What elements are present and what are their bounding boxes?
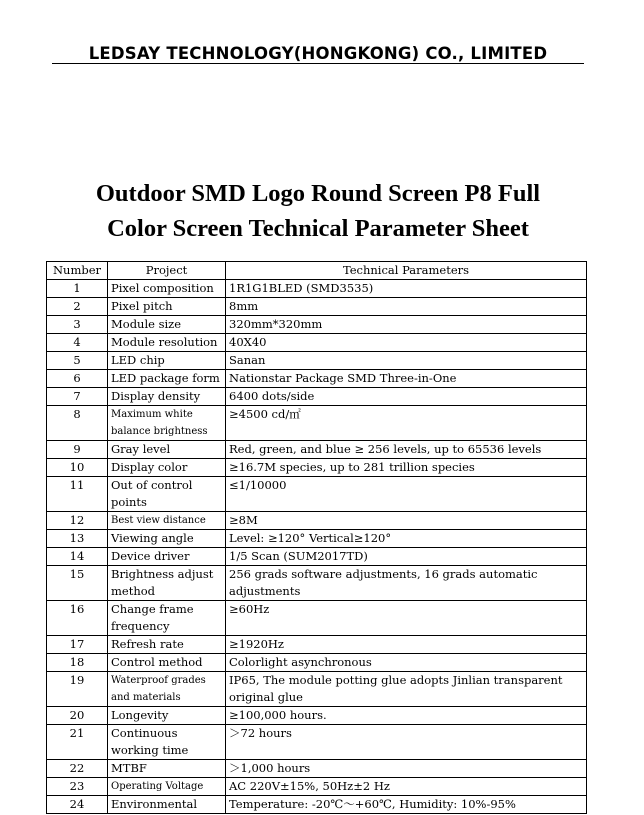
row-number: 24 — [47, 796, 108, 814]
row-number: 9 — [47, 441, 108, 459]
table-row — [47, 298, 587, 316]
row-parameter: ≥16.7M species, up to 281 trillion species — [226, 459, 587, 477]
table-row — [47, 725, 587, 760]
table-row — [47, 601, 587, 636]
row-project: Refresh rate — [108, 636, 226, 654]
row-project: Pixel pitch — [108, 298, 226, 316]
row-project: Pixel composition — [108, 280, 226, 298]
table-row — [47, 530, 587, 548]
row-project: Brightness adjust method — [108, 566, 226, 601]
row-parameter: ≤1/10000 — [226, 477, 587, 512]
row-parameter: ＞1,000 hours — [226, 760, 587, 778]
row-number: 12 — [47, 512, 108, 530]
row-number: 20 — [47, 707, 108, 725]
row-parameter: Colorlight asynchronous — [226, 654, 587, 672]
row-parameter: Sanan — [226, 352, 587, 370]
row-number: 7 — [47, 388, 108, 406]
row-parameter: 40X40 — [226, 334, 587, 352]
table-row — [47, 280, 587, 298]
row-project: Maximum white balance brightness — [108, 406, 226, 441]
row-parameter: ≥1920Hz — [226, 636, 587, 654]
table-row — [47, 441, 587, 459]
row-parameter: ≥60Hz — [226, 601, 587, 636]
row-project: Best view distance — [108, 512, 226, 530]
row-project: LED package form — [108, 370, 226, 388]
row-number: 15 — [47, 566, 108, 601]
row-project: LED chip — [108, 352, 226, 370]
table-row — [47, 707, 587, 725]
header-rule — [52, 63, 584, 64]
row-parameter: ＞72 hours — [226, 725, 587, 760]
column-header-number: Number — [47, 262, 108, 280]
row-parameter: 1R1G1BLED (SMD3535) — [226, 280, 587, 298]
row-number: 8 — [47, 406, 108, 441]
table-row — [47, 760, 587, 778]
parameter-table — [46, 261, 587, 814]
table-row — [47, 778, 587, 796]
row-number: 21 — [47, 725, 108, 760]
table-row — [47, 566, 587, 601]
row-number: 17 — [47, 636, 108, 654]
table-row — [47, 477, 587, 512]
row-parameter: Red, green, and blue ≥ 256 levels, up to 65536 levels — [226, 441, 587, 459]
table-row — [47, 388, 587, 406]
row-project: Display color — [108, 459, 226, 477]
table-row — [47, 672, 587, 707]
row-number: 11 — [47, 477, 108, 512]
row-parameter: 8mm — [226, 298, 587, 316]
table-header-row — [47, 262, 587, 280]
row-number: 22 — [47, 760, 108, 778]
column-header-project: Project — [108, 262, 226, 280]
row-project: Change frame frequency — [108, 601, 226, 636]
row-number: 14 — [47, 548, 108, 566]
row-parameter: 256 grads software adjustments, 16 grads automatic adjustments — [226, 566, 587, 601]
column-header-technical-parameters: Technical Parameters — [226, 262, 587, 280]
row-parameter: Temperature: -20℃～+60℃, Humidity: 10%-95% — [226, 796, 587, 814]
table-row — [47, 370, 587, 388]
row-project: Waterproof grades and materials — [108, 672, 226, 707]
table-row — [47, 636, 587, 654]
row-number: 19 — [47, 672, 108, 707]
row-project: Environmental — [108, 796, 226, 814]
table-row — [47, 548, 587, 566]
row-number: 6 — [47, 370, 108, 388]
row-parameter: 320mm*320mm — [226, 316, 587, 334]
row-number: 4 — [47, 334, 108, 352]
row-parameter: ≥100,000 hours. — [226, 707, 587, 725]
row-project: Control method — [108, 654, 226, 672]
row-parameter: 6400 dots/side — [226, 388, 587, 406]
row-number: 23 — [47, 778, 108, 796]
row-number: 13 — [47, 530, 108, 548]
row-project: Longevity — [108, 707, 226, 725]
table-row — [47, 316, 587, 334]
title-line-1: Outdoor SMD Logo Round Screen P8 Full — [95, 180, 541, 207]
table-row — [47, 406, 587, 441]
row-project: Module size — [108, 316, 226, 334]
row-project: Module resolution — [108, 334, 226, 352]
row-number: 16 — [47, 601, 108, 636]
table-row — [47, 512, 587, 530]
document-title — [40, 176, 596, 246]
table-row — [47, 459, 587, 477]
title-line-2: Color Screen Technical Parameter Sheet — [107, 215, 529, 242]
row-number: 18 — [47, 654, 108, 672]
table-body — [47, 280, 587, 814]
row-project: Device driver — [108, 548, 226, 566]
row-parameter: AC 220V±15%, 50Hz±2 Hz — [226, 778, 587, 796]
table-row — [47, 334, 587, 352]
row-parameter: Level: ≥120° Vertical≥120° — [226, 530, 587, 548]
company-name: LEDSAY TECHNOLOGY(HONGKONG) CO., LIMITED — [88, 44, 548, 63]
row-parameter: 1/5 Scan (SUM2017TD) — [226, 548, 587, 566]
row-parameter: ≥4500 cd/㎡ — [226, 406, 587, 441]
row-project: Operating Voltage — [108, 778, 226, 796]
row-project: Viewing angle — [108, 530, 226, 548]
row-number: 1 — [47, 280, 108, 298]
row-project: Out of control points — [108, 477, 226, 512]
row-project: Display density — [108, 388, 226, 406]
row-parameter: IP65, The module potting glue adopts Jinlian transparent original glue — [226, 672, 587, 707]
row-project: Continuous working time — [108, 725, 226, 760]
table-row — [47, 654, 587, 672]
table-row — [47, 352, 587, 370]
row-parameter: ≥8M — [226, 512, 587, 530]
row-parameter: Nationstar Package SMD Three-in-One — [226, 370, 587, 388]
table-row — [47, 796, 587, 814]
row-project: Gray level — [108, 441, 226, 459]
row-number: 3 — [47, 316, 108, 334]
row-number: 5 — [47, 352, 108, 370]
row-project: MTBF — [108, 760, 226, 778]
row-number: 10 — [47, 459, 108, 477]
row-number: 2 — [47, 298, 108, 316]
